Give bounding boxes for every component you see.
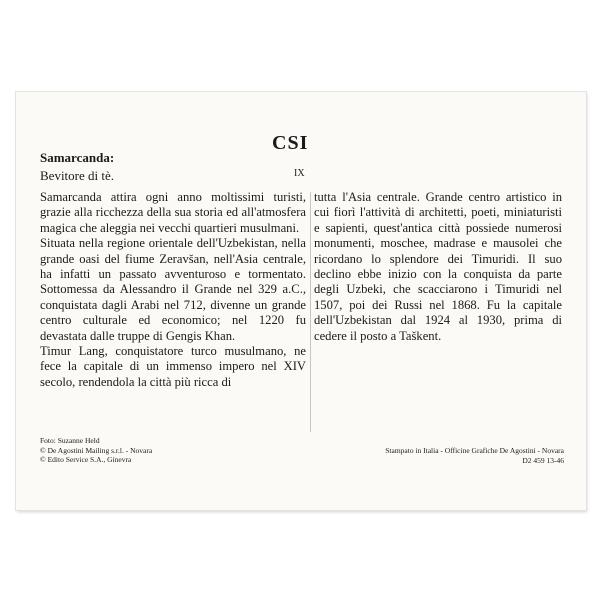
text-column-left: [40, 190, 306, 390]
card-number: IX: [294, 168, 305, 179]
paragraph: Situata nella regione orientale dell'Uzbekistan, nella grande oasi del fiume Zeravšan, nell'Asia centrale, ha infatti un passato avventuroso e tormentato. Sottomessa da Alessandro il Grande nel 329 a.C., conquistata dagli Arabi nel 712, divenne un grande centro culturale ed economico; nel 1220 fu devastata dalle truppe di Gengis Khan.: [40, 236, 306, 343]
printer-line: Stampato in Italia - Officine Grafiche De Agostini - Novara: [385, 446, 564, 455]
card-subheading: Bevitore di tè.: [40, 168, 115, 183]
card-heading: Samarcanda:: [40, 150, 115, 165]
paragraph: tutta l'Asia centrale. Grande centro artistico in cui fiorì l'attività di architetti, poeti, miniaturisti e sapienti, quest'antica città possiede numerosi monumenti, moschee, madrase e mausolei che ricordano lo splendore dei Timuridi. Il suo declino ebbe inizio con la conquista da parte degli Uzbeki, che scacciarono i Timuridi nel 1507, poi dei Russi nel 1868. Fu la capitale dell'Uzbekistan dal 1924 al 1930, prima di cedere il posto a Taškent.: [314, 190, 562, 343]
card-title: CSI: [272, 132, 309, 154]
photo-credits: [40, 436, 152, 465]
copyright-line: © De Agostini Mailing s.r.l. - Novara: [40, 445, 153, 455]
column-divider: [310, 192, 311, 432]
copyright-line: © Edito Service S.A., Ginevra: [40, 455, 132, 464]
text-column-right: [314, 190, 562, 344]
photo-credit: Foto: Suzanne Held: [40, 436, 100, 445]
product-code: D2 459 13-46: [522, 455, 564, 465]
paragraph: Samarcanda attira ogni anno moltissimi turisti, grazie alla ricchezza della sua storia ed all'atmosfera magica che aleggia nei vecchi quartieri musulmani.: [40, 190, 306, 235]
printer-info: [385, 446, 564, 465]
postcard-back: [16, 92, 586, 510]
paragraph: Timur Lang, conquistatore turco musulmano, ne fece la capitale di un immenso impero nel XIV secolo, rendendola la città più ricca di: [40, 344, 306, 389]
